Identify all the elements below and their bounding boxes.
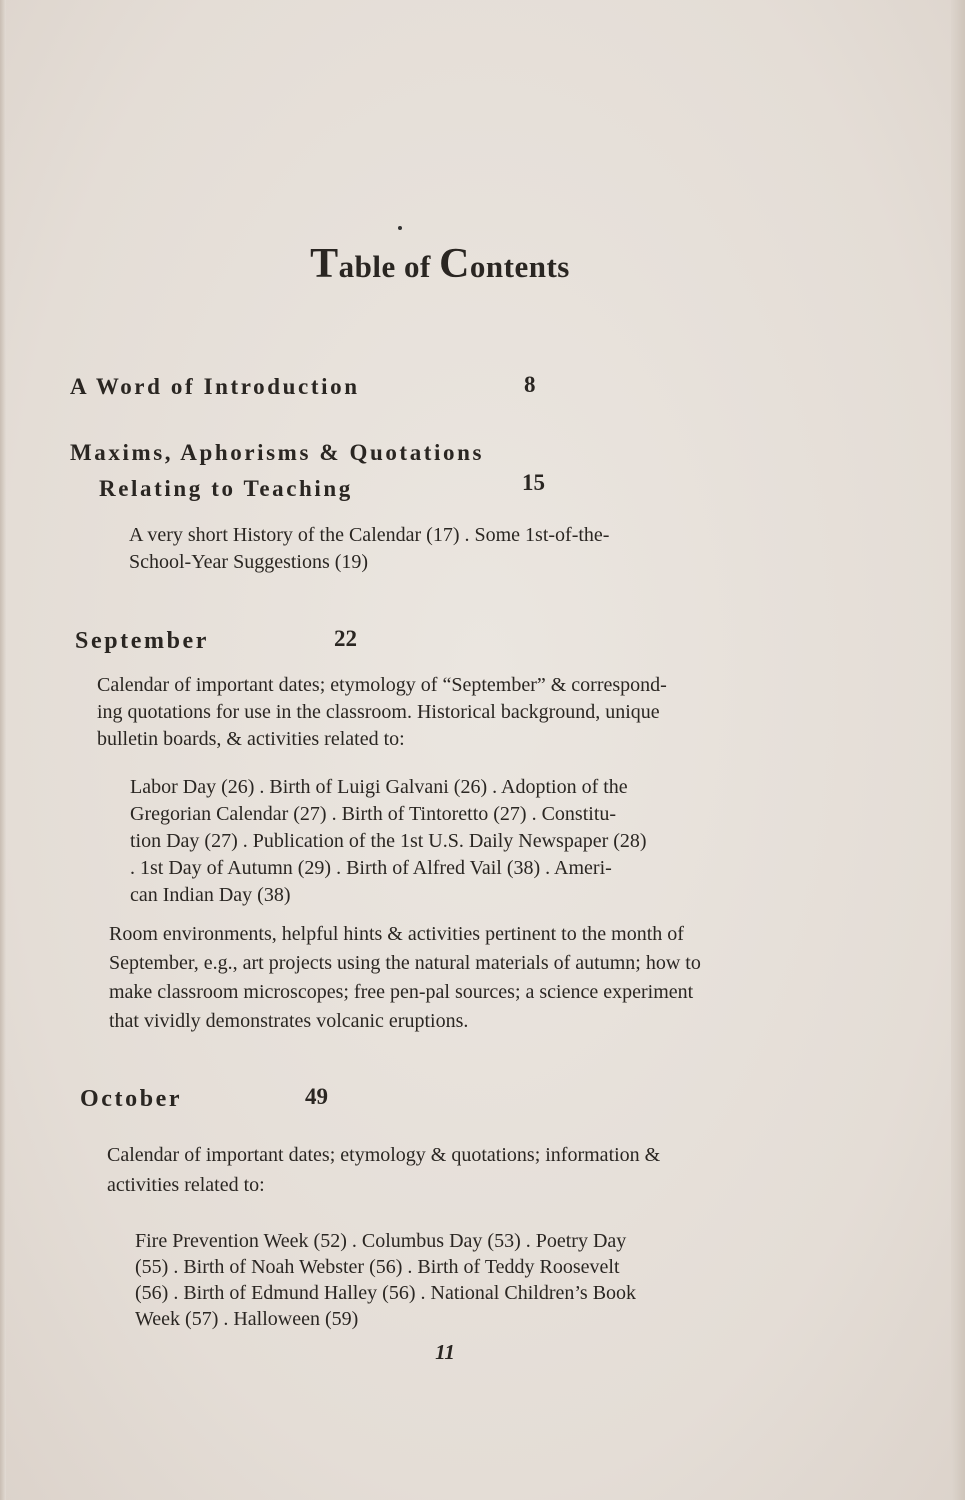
page-edge [951,0,965,1500]
toc-line: September, e.g., art projects using the natural materials of autumn; how to [109,952,701,974]
maxims-heading-line1: Maxims, Aphorisms & Quotations [70,440,485,465]
toc-line: make classroom microscopes; free pen-pal sources; a science experiment [109,981,694,1003]
toc-line: (56) . Birth of Edmund Halley (56) . National Children’s Book [135,1282,637,1304]
toc-line: Fire Prevention Week (52) . Columbus Day (53) . Poetry Day [135,1230,627,1252]
october-items [135,1228,775,1332]
toc-line: can Indian Day (38) [130,884,291,906]
maxims-page-number: 15 [522,470,545,495]
september-items [130,774,790,909]
page-title: Table of Contents [310,241,570,287]
toc-line: activities related to: [107,1174,265,1196]
toc-line: Calendar of important dates; etymology & quotations; information & [107,1144,661,1166]
toc-line: Room environments, helpful hints & activities pertinent to the month of [109,923,684,945]
toc-line: Week (57) . Halloween (59) [135,1308,359,1330]
toc-line: that vividly demonstrates volcanic eruptions. [109,1010,469,1032]
september-heading: September [75,628,210,654]
toc-line: Labor Day (26) . Birth of Luigi Galvani (26) . Adoption of the [130,776,628,798]
september-page-number: 22 [334,626,357,651]
intro-page-number: 8 [524,372,536,397]
toc-line: bulletin boards, & activities related to: [97,728,405,750]
intro-heading: A Word of Introduction [70,374,360,399]
maxims-items [129,522,749,576]
toc-line: tion Day (27) . Publication of the 1st U.S. Daily Newspaper (28) [130,830,647,852]
toc-line: Calendar of important dates; etymology of “September” & correspond- [97,674,667,696]
september-notes [109,920,829,1036]
ink-speck [398,226,402,230]
maxims-heading-line2: Relating to Teaching [99,476,353,501]
page-gutter-shadow [0,0,6,1500]
toc-line: ing quotations for use in the classroom. Historical background, unique [97,701,660,723]
october-heading: October [80,1086,183,1112]
toc-line: School-Year Suggestions (19) [129,551,369,573]
toc-line: (55) . Birth of Noah Webster (56) . Birth of Teddy Roosevelt [135,1256,620,1278]
page-number: 11 [435,1340,455,1364]
toc-line: Gregorian Calendar (27) . Birth of Tintoretto (27) . Constitu- [130,803,617,825]
toc-line: . 1st Day of Autumn (29) . Birth of Alfred Vail (38) . Ameri- [130,857,612,879]
september-description [97,672,817,753]
october-page-number: 49 [305,1084,328,1109]
toc-line: A very short History of the Calendar (17) . Some 1st-of-the- [129,524,610,546]
october-description [107,1140,827,1200]
